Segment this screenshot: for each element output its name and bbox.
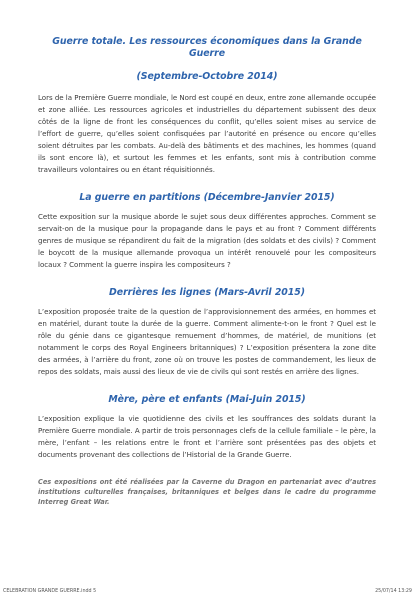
section-text-family: L’exposition explique la vie quotidienne des civils et les souffrances des soldats durant la Première Guerre mondiale. A partir de trois personnages clefs de la cellule familiale – le père, la mère, l’enfant – les relations entre le front et l’arrière sont présentées pas des objets et documents provenant des collections de l’Historial de la Grande Guerre. bbox=[38, 414, 376, 459]
section-title-family: Mère, père et enfants (Mai-Juin 2015) bbox=[108, 394, 306, 405]
section-text-music-partitions: Cette exposition sur la musique aborde le sujet sous deux différentes approches. Comment se servait-on de la musique pour la propagande dans le pays et au front ? Comment différents genres de musique se répandirent du fait de la migration (des soldats et des civils) ? Comment le boycott de la musique allemande provoqua un intérêt renouvelé pour les compositeurs locaux ? Comment la guerre inspira les compositeurs ? bbox=[38, 212, 376, 269]
section-title-music-partitions: La guerre en partitions (Décembre-Janvier 2015) bbox=[79, 192, 335, 203]
section-text-behind-lines: L’exposition proposée traite de la question de l’approvisionnement des armées, en hommes et en matériel, durant toute la durée de la guerre. Comment alimente-t-on le front ? Quel est le rôle du génie dans ce gigantesque remuement d’hommes, de matériel, de munitions (et notamment le corps des Royal Engineers britanniques) ? L’exposition présentera la zone dite des armées, à l’arrière du front, zone où on trouve les postes de commandement, les lieux de repos des soldats, mais aussi des lieux de vie de civils qui sont restés en arrière des lignes. bbox=[38, 307, 376, 376]
partnership-credit: Ces expositions ont été réalisées par la Caverne du Dragon en partenariat avec d’autres institutions culturelles françaises, britanniques et belges dans le cadre du programme Interreg Great War. bbox=[38, 478, 376, 507]
section-text-economic-resources: Lors de la Première Guerre mondiale, le Nord est coupé en deux, entre zone allemande occupée et zone alliée. Les ressources agricoles et industrielles du département subissent des deux côtés de la ligne de front les conséquences du conflit, qu’elles soient mises au service de l’effort de guerre, qu’elles soient confisquées par l’autorité en présence ou encore qu’elles soient détruites par les combats. Au-delà des bâtiments et des machines, les hommes (quand ils sont encore là), et surtout les femmes et les enfants, sont mis à contribution comme travailleurs volontaires ou en étant réquisitionnés. bbox=[38, 93, 376, 174]
section-family bbox=[38, 394, 376, 461]
print-footer bbox=[3, 587, 412, 597]
section-title-behind-lines: Derrières les lignes (Mars-Avril 2015) bbox=[109, 287, 305, 298]
footer-file-name: CELEBRATION GRANDE GUERRE.indd 5 bbox=[3, 589, 97, 594]
section-economic-resources bbox=[38, 36, 376, 176]
footer-timestamp: 25/07/14 13:29 bbox=[375, 589, 412, 594]
section-behind-lines bbox=[38, 287, 376, 378]
section-music-partitions bbox=[38, 192, 376, 271]
section-date-economic-resources: (Septembre-Octobre 2014) bbox=[136, 71, 278, 82]
section-title-economic-resources: Guerre totale. Les ressources économiques dans la Grande Guerre bbox=[52, 36, 362, 59]
exhibition-list bbox=[38, 36, 376, 508]
